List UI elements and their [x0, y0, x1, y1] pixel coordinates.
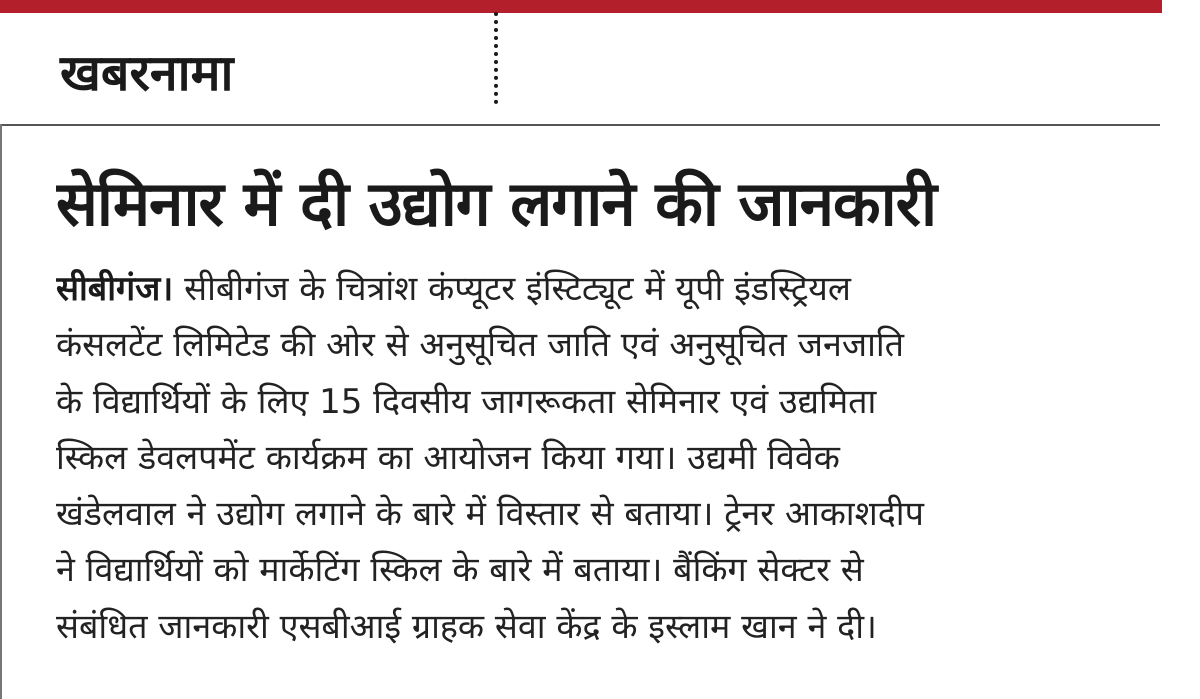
article-headline: सेमिनार में दी उद्योग लगाने की जानकारी — [56, 167, 937, 240]
article-line: खंडेलवाल ने उद्योग लगाने के बारे में विस्तार से बताया। ट्रेनर आकाशदीप — [56, 494, 924, 535]
article-line: संबंधित जानकारी एसबीआई ग्राहक सेवा केंद्र के इस्लाम खान ने दी। — [56, 606, 877, 647]
dotted-divider — [494, 12, 498, 104]
story-frame-edge — [0, 124, 2, 699]
article-line — [56, 261, 1146, 317]
article-line: के विद्यार्थियों के लिए 15 दिवसीय जागरूकता सेमिनार एवं उद्यमिता — [56, 381, 877, 422]
article-line: स्किल डेवलपमेंट कार्यक्रम का आयोजन किया गया। उद्यमी विवेक — [56, 437, 840, 478]
page-gutter — [1162, 0, 1200, 699]
top-accent-rule — [0, 0, 1162, 13]
section-title: खबरनामा — [60, 44, 234, 102]
article-first-line-text: सीबीगंज के चित्रांश कंप्यूटर इंस्टिट्यूट में यूपी इंडस्ट्रियल — [173, 269, 851, 309]
article-line: कंसलटेंट लिमिटेड की ओर से अनुसूचित जाति एवं अनुसूचित जनजाति — [56, 325, 905, 366]
article-line: ने विद्यार्थियों को मार्केटिंग स्किल के बारे में बताया। बैंकिंग सेक्टर से — [56, 550, 864, 591]
article-dateline: सीबीगंज। — [56, 269, 174, 309]
article-body — [56, 261, 1146, 655]
